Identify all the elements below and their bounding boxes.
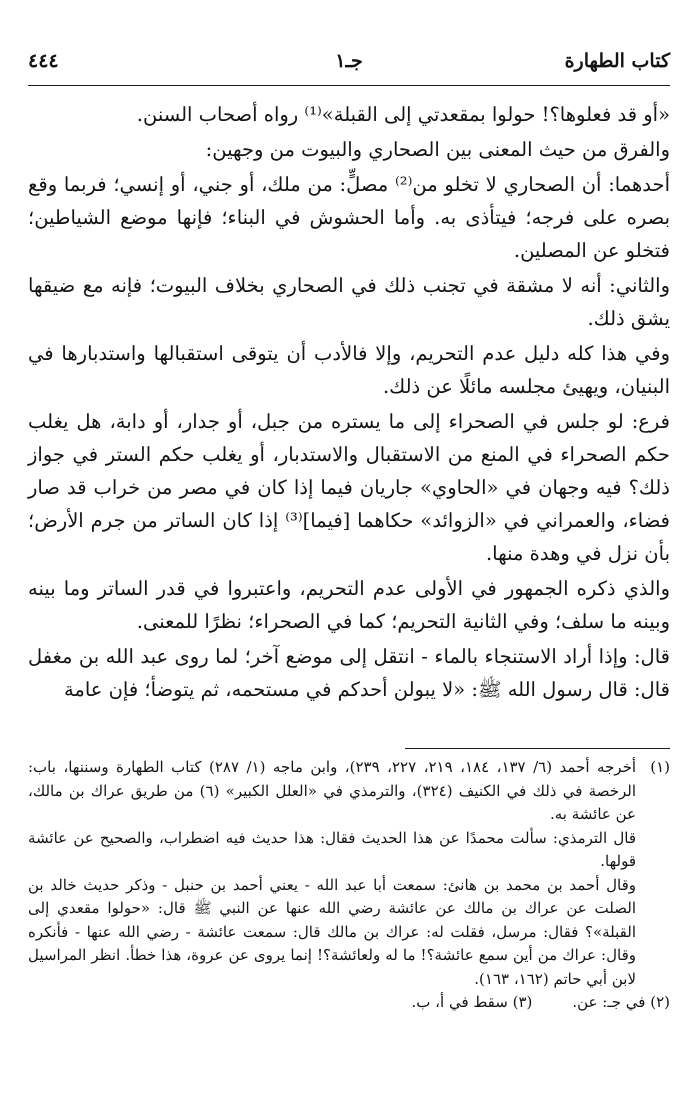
paragraph: فرع: لو جلس في الصحراء إلى ما يستره من جبل، أو جدار، أو دابة، هل يغلب حكم الصحراء في المنع من الاستقبال والاستدبار، أو يغلب حكم الستر في جواز ذلك؟ فيه وجهان في «الحاوي» جاريان فيما إذا كان في مصر من خراب قد صار فضاء، والعمراني في «الزوائد» حكاهما [فيما]⁽³⁾ إذا كان الساتر من جرم الأرض؛ بأن نزل في وهدة منها. bbox=[28, 410, 670, 565]
footnote-divider bbox=[405, 748, 670, 749]
paragraph: قال: وإذا أراد الاستنجاء بالماء - انتقل إلى موضع آخر؛ لما روى عبد الله بن مغفل قال: قال رسول الله ﷺ: «لا يبولن أحدكم في مستحمه، ثم يتوضأ؛ فإن عامة bbox=[28, 645, 670, 701]
paragraph: أحدهما: أن الصحاري لا تخلو من⁽²⁾ مصلٍّ: من ملك، أو جني، أو إنسي؛ فربما وقع بصره على فرجه؛ فيتأذى به. وأما الحشوش في البناء؛ فإنها موضع الشياطين؛ فتخلو عن المصلين. bbox=[28, 173, 670, 262]
paragraph: والفرق من حيث المعنى بين الصحاري والبيوت من وجهين: bbox=[205, 138, 670, 161]
footnote-row bbox=[28, 991, 670, 1015]
page-header bbox=[28, 50, 670, 80]
footnote-2 bbox=[572, 991, 670, 1015]
main-text bbox=[28, 98, 670, 706]
footnotes bbox=[28, 756, 670, 1015]
paragraph: والذي ذكره الجمهور في الأولى عدم التحريم، واعتبروا في قدر الساتر وما بينه وبينه ما سلف؛ وفي الثانية التحريم؛ كما في الصحراء؛ نظرًا للمعنى. bbox=[28, 577, 670, 633]
footnote-paragraph: قال الترمذي: سألت محمدًا عن هذا الحديث فقال: هذا حديث فيه اضطراب، والصحيح عن عائشة قولها. bbox=[28, 828, 636, 870]
paragraph: والثاني: أنه لا مشقة في تجنب ذلك في الصحاري بخلاف البيوت؛ فإنه مع ضيقها يشق ذلك. bbox=[28, 274, 670, 330]
paragraph: وفي هذا كله دليل عدم التحريم، وإلا فالأدب أن يتوقى استقبالها واستدبارها في البنيان، ويهيئ مجلسه مائلًا عن ذلك. bbox=[28, 342, 670, 398]
footnote-number: (١) bbox=[650, 758, 670, 776]
footnote-text: أخرجه أحمد (٦/ ١٣٧، ١٨٤، ٢١٩، ٢٢٧، ٢٣٩)، وابن ماجه (١/ ٢٨٧) كتاب الطهارة وسننها، باب: الرخصة في ذلك في الكنيف (٣٢٤)، والترمذي في «العلل الكبير» (٦) من طريق عراك بن مالك، عن عائشة به. bbox=[28, 758, 637, 823]
footnote-text: سقط في أ، ب. bbox=[411, 993, 508, 1011]
page-number: ٤٤٤ bbox=[28, 50, 59, 72]
header-divider bbox=[28, 85, 670, 86]
volume-label: جـ١ bbox=[335, 50, 363, 72]
footnote-3 bbox=[412, 991, 533, 1015]
book-title: كتاب الطهارة bbox=[564, 50, 670, 72]
paragraph: «أو قد فعلوها؟! حولوا بمقعدتي إلى القبلة»⁽¹⁾ رواه أصحاب السنن. bbox=[136, 103, 670, 126]
footnote-number: (٢) bbox=[650, 993, 670, 1011]
footnote-1 bbox=[28, 756, 670, 827]
footnote-text: في جـ: عن. bbox=[572, 993, 646, 1011]
footnote-paragraph: وقال أحمد بن محمد بن هانئ: سمعت أبا عبد الله - يعني أحمد بن حنبل - وذكر حديث خالد بن الصلت عن عراك بن مالك عن عائشة رضي الله عنها عن النبي ﷺ قال: «حولوا مقعدي إلى القبلة»؟ فقال: مرسل، فقلت له: عراك بن مالك قال: سمعت عائشة - رضي الله عنها - فأنكره وقال: عراك من أين سمع عائشة؟! ما له ولعائشة؟! إنما يروى عن عروة، هذا خطأ. انظر المراسيل لابن أبي حاتم (١٦٢، ١٦٣). bbox=[28, 875, 636, 988]
footnote-number: (٣) bbox=[512, 993, 533, 1011]
